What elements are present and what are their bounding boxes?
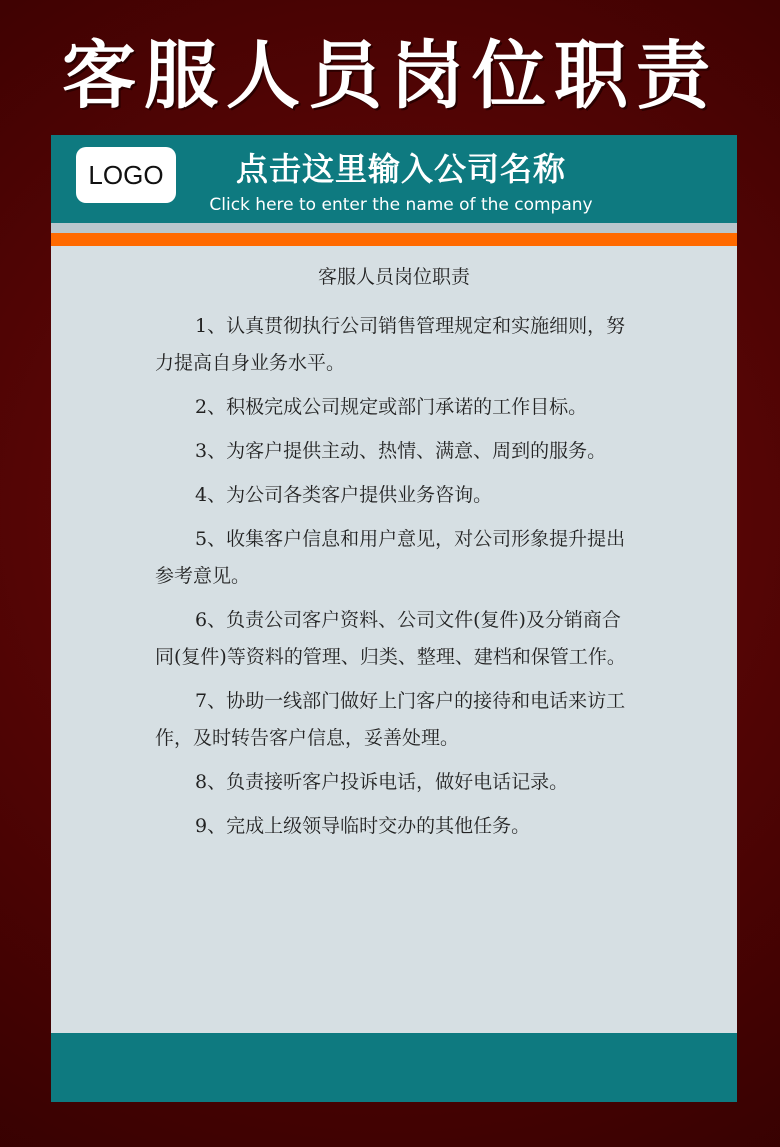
duty-item: 9、完成上级领导临时交办的其他任务。 xyxy=(195,815,531,837)
accent-bar xyxy=(51,233,737,246)
logo[interactable]: LOGO xyxy=(76,147,176,203)
footer-band xyxy=(51,1033,737,1102)
duty-item: 1、认真贯彻执行公司销售管理规定和实施细则，努力提高自身业务水平。 xyxy=(155,315,626,374)
header-band xyxy=(51,135,737,223)
duty-item: 5、收集客户信息和用户意见，对公司形象提升提出参考意见。 xyxy=(155,528,626,587)
poster-title: 客服人员岗位职责 xyxy=(62,33,718,119)
duty-item: 3、为客户提供主动、热情、满意、周到的服务。 xyxy=(195,440,607,462)
duty-item: 6、负责公司客户资料、公司文件(复件)及分销商合同(复件)等资料的管理、归类、整理、建档和保管工作。 xyxy=(155,609,626,668)
company-name[interactable]: 点击这里输入公司名称 xyxy=(235,150,566,188)
document-heading: 客服人员岗位职责 xyxy=(317,266,470,288)
company-subtitle[interactable]: Click here to enter the name of the company xyxy=(209,195,593,215)
content-board xyxy=(51,135,737,1102)
duty-item: 4、为公司各类客户提供业务咨询。 xyxy=(195,484,493,506)
duty-item: 2、积极完成公司规定或部门承诺的工作目标。 xyxy=(195,396,588,418)
duty-item: 8、负责接听客户投诉电话，做好电话记录。 xyxy=(195,771,569,793)
duty-list xyxy=(155,308,635,852)
duty-item: 7、协助一线部门做好上门客户的接待和电话来访工作，及时转告客户信息，妥善处理。 xyxy=(155,690,626,749)
header-divider xyxy=(51,223,737,233)
